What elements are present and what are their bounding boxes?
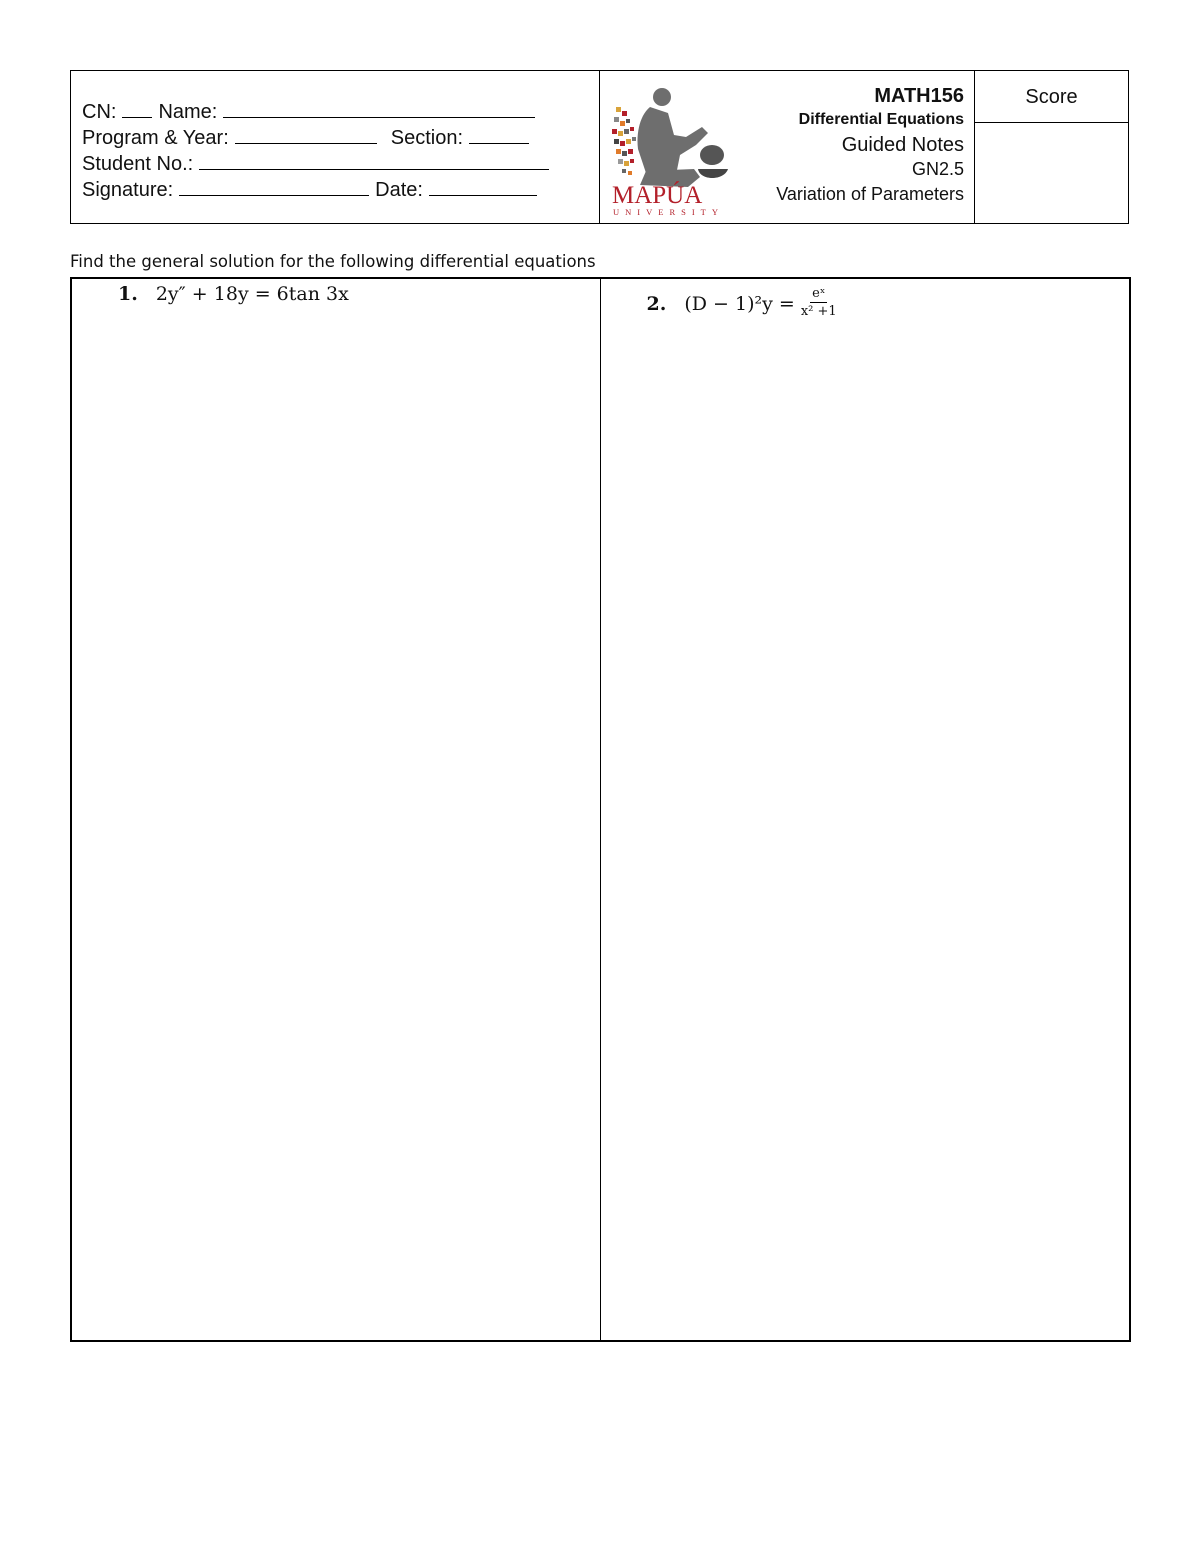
problem-cell-2[interactable]	[601, 279, 1130, 1340]
program-section-row	[82, 125, 599, 151]
signature-field[interactable]	[179, 177, 369, 196]
logo-mosaic	[612, 107, 636, 175]
date-field[interactable]	[429, 177, 537, 196]
instructions: Find the general solution for the following differential equations	[70, 252, 596, 271]
name-label: Name:	[158, 101, 218, 123]
date-label: Date:	[375, 179, 423, 201]
score-label: Score	[975, 71, 1128, 123]
student-no-field[interactable]	[199, 151, 549, 170]
course-code: MATH156	[874, 85, 964, 107]
logo-subtitle: UNIVERSITY	[613, 207, 724, 217]
logo-figure	[638, 88, 729, 187]
problem-cell-1[interactable]	[72, 279, 601, 1340]
course-info	[776, 83, 964, 206]
cn-label: CN:	[82, 101, 117, 123]
header-table	[70, 70, 1129, 224]
score-box[interactable]	[975, 123, 1128, 223]
problem-2	[647, 287, 837, 320]
notes-type: Guided Notes	[841, 134, 964, 156]
name-field[interactable]	[223, 99, 535, 118]
problem-1	[118, 283, 349, 305]
program-field[interactable]	[235, 125, 377, 144]
problem-equation-lhs: (D − 1)²y =	[684, 292, 795, 315]
problems-grid	[70, 277, 1131, 1342]
course-title: Differential Equations	[798, 111, 964, 128]
section-label: Section:	[390, 127, 464, 149]
signature-label: Signature:	[82, 179, 174, 201]
student-info-section	[71, 71, 600, 223]
notes-topic: Variation of Parameters	[776, 184, 964, 204]
student-no-label: Student No.:	[82, 153, 194, 175]
cn-name-row	[82, 99, 599, 125]
problem-fraction	[801, 287, 837, 320]
cn-field[interactable]	[122, 99, 152, 118]
problem-equation: 2y″ + 18y = 6tan 3x	[155, 283, 349, 305]
problem-number: 2.	[646, 292, 667, 315]
program-label: Program & Year:	[82, 127, 229, 149]
fraction-numerator: eˣ	[812, 286, 826, 301]
mapua-logo	[610, 85, 738, 217]
fraction-denominator: x² +1	[800, 304, 837, 319]
logo-wordmark: MAPÚA	[612, 182, 703, 209]
problem-number: 1.	[118, 283, 138, 305]
student-no-row	[82, 151, 599, 177]
course-section	[600, 71, 975, 223]
score-section	[975, 71, 1128, 223]
notes-id: GN2.5	[911, 159, 964, 179]
signature-date-row	[82, 177, 599, 203]
section-field[interactable]	[469, 125, 529, 144]
